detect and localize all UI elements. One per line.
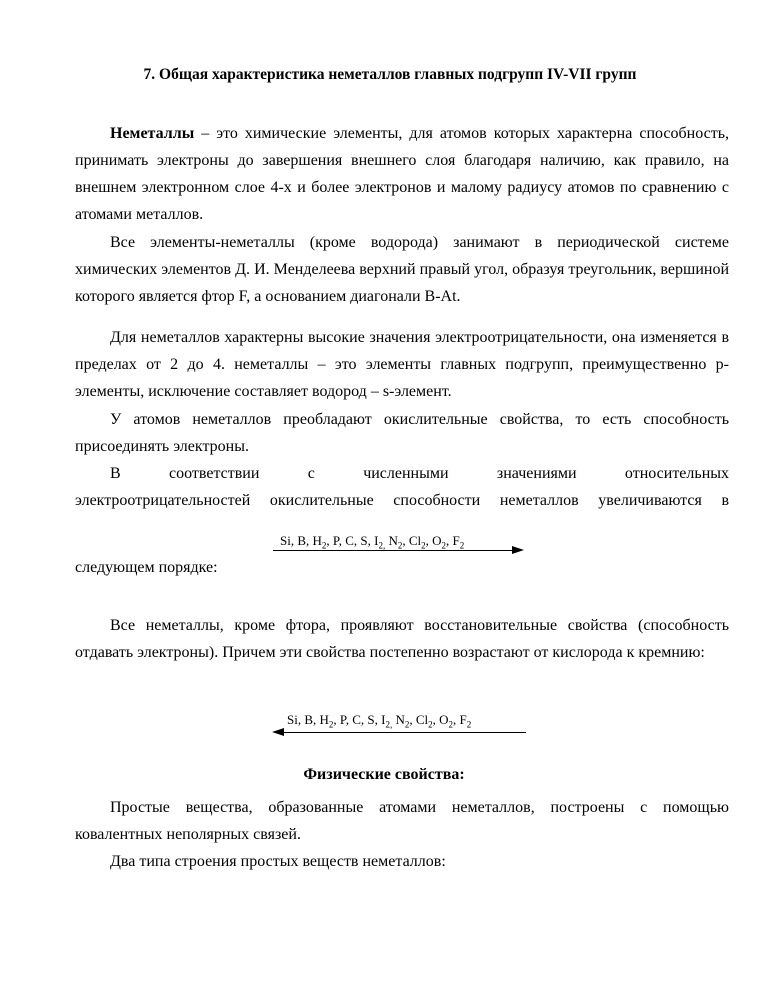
paragraph-order-line1: В соответствии с численными значениями относительных (110, 465, 729, 482)
term-nonmetals: Неметаллы (110, 125, 195, 142)
arrow-right-line (273, 550, 513, 551)
section-subheading: Физические свойства: (303, 766, 465, 783)
page-title: 7. Общая характеристика неметаллов главных подгрупп IV-VII групп (143, 66, 637, 83)
oxidizing-series-formula: Si, B, $H_2$, P, C, S, $I_{2,}$ $N_2$, $Cl_2$, $O_2$, $F_2$ (280, 533, 465, 551)
paragraph-structure-types: Два типа строения простых веществ неметаллов: (110, 853, 446, 870)
paragraph-physical: Простые вещества, образованные атомами неметаллов, построены с помощью ковалентных неполярных связей. (75, 799, 729, 843)
paragraph-reducing: Все неметаллы, кроме фтора, проявляют восстановительные свойства (способность отдавать электроны). Причем эти свойства постепенно возрастают от кислорода к кремнию: (75, 617, 729, 661)
paragraph-electronegativity: Для неметаллов характерны высокие значения электроотрицательности, она изменяется в пределах от 2 до 4. неметаллы – это элементы главных подгрупп, преимущественно p-элементы, исключение составляет водород – s-элемент. (75, 329, 729, 400)
paragraph-position: Все элементы-неметаллы (кроме водорода) занимают в периодической системе химических элементов Д. И. Менделеева верхний правый угол, образуя треугольник, вершиной которого является фтор F, а основанием диагонали B-At. (75, 234, 729, 305)
definition-text: – это химические элементы, для атомов которых характерна способность, принимать электроны до завершения внешнего слоя благодаря наличию, как правило, на внешнем электронном слое 4-х и более электронов и малому радиусу атомов по сравнению с атомами металлов. (75, 125, 729, 223)
paragraph-order-line3: следующем порядке: (75, 559, 218, 576)
paragraph-oxidizing: У атомов неметаллов преобладают окислительные свойства, то есть способность присоединять электроны. (75, 411, 729, 455)
arrow-left-line (283, 732, 526, 733)
arrow-right-icon (512, 546, 524, 554)
paragraph-definition (75, 120, 729, 228)
reducing-series-formula: Si, B, $H_2$, P, C, S, $I_{2,}$ $N_2$, $Cl_2$, $O_2$, $F_2$ (287, 712, 472, 730)
paragraph-order-line2: электроотрицательностей окислительные способности неметаллов увеличиваются в (75, 492, 729, 509)
